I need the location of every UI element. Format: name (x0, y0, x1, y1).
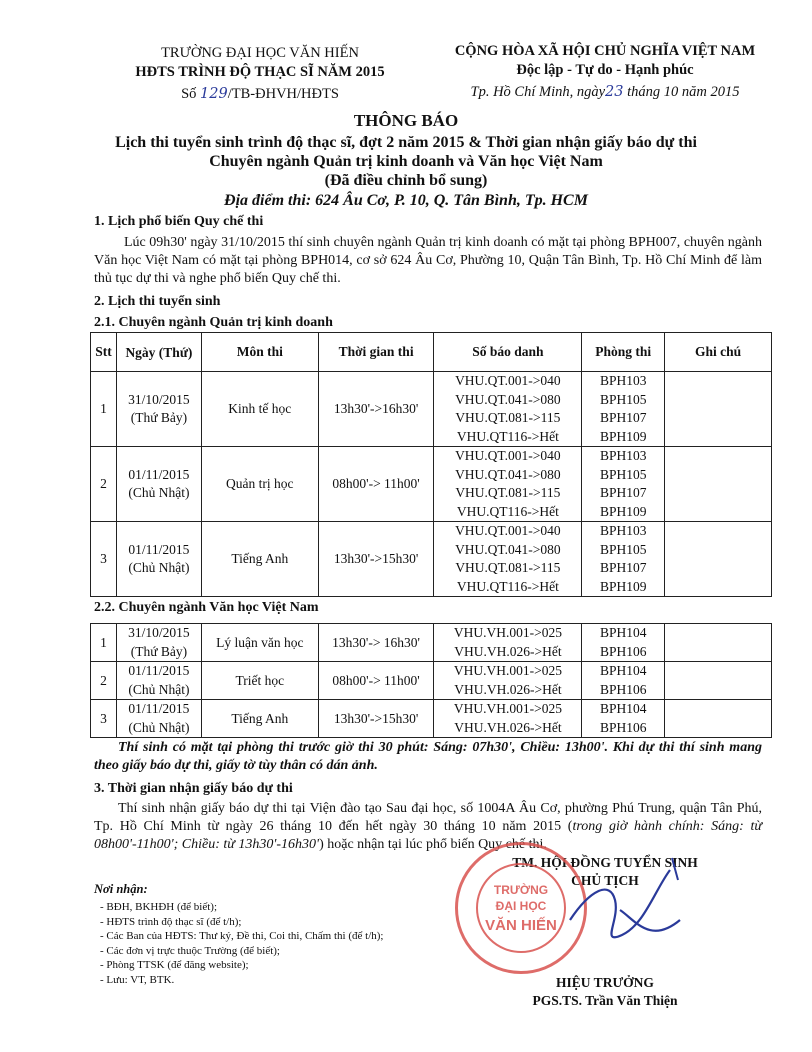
section2-2-heading: 2.2. Chuyên ngành Văn học Việt Nam (94, 600, 319, 615)
col-note: Ghi chú (665, 333, 772, 372)
recipients-block (94, 882, 434, 987)
signer-role: HIỆU TRƯỞNG (556, 975, 654, 990)
list-item: - Các đơn vị trực thuộc Trường (để biết); (100, 944, 280, 957)
attendance-note: Thí sinh có mặt tại phòng thi trước giờ thi 30 phút: Sáng: 07h30', Chiều: 13h00'. Khi dự thi thí sinh mang theo giấy báo dự thi, giấy tờ tùy thân có dán ảnh. (94, 740, 762, 773)
table-row: 1 31/10/2015 (Thứ Bảy) Lý luận văn học 13h30'-> 16h30' VHU.VH.001->025 VHU.VH.026->Hết BPH104 BPH106 (91, 624, 772, 662)
col-room: Phòng thi (582, 333, 665, 372)
list-item: - BĐH, BKHĐH (để biết); (100, 901, 218, 913)
notice-subtitle-1: Lịch thi tuyển sinh trình độ thạc sĩ, đợt 2 năm 2015 & Thời gian nhận giấy báo dự thi (115, 134, 697, 151)
exam-table-literature (90, 623, 772, 738)
col-ids: Số báo danh (434, 333, 582, 372)
country-name: CỘNG HÒA XÃ HỘI CHỦ NGHĨA VIỆT NAM (454, 43, 756, 59)
signature-line-1: TM. HỘI ĐỒNG TUYỂN SINH (512, 855, 698, 870)
col-subject: Môn thi (201, 333, 318, 372)
section2-heading: 2. Lịch thi tuyển sinh (94, 294, 221, 309)
recipients-heading: Nơi nhận: (94, 882, 148, 896)
handwritten-number: 129 (200, 86, 228, 102)
header-right (420, 42, 790, 102)
table-row: 3 01/11/2015 (Chủ Nhật) Tiếng Anh 13h30'->15h30' VHU.QT.001->040 VHU.QT.041->080 VHU.QT.081->115 VHU.QT116->Hết BPH103 BPH105 BPH107 BPH109 (91, 522, 772, 597)
section1-heading: 1. Lịch phổ biến Quy chế thi (94, 214, 264, 229)
list-item: - Phòng TTSK (để đăng website); (100, 959, 249, 971)
document-date: Tp. Hồ Chí Minh, ngày23 tháng 10 năm 2015 (470, 84, 740, 100)
signer-block (480, 974, 730, 1010)
recipients-list (94, 900, 434, 987)
table-row: 2 01/11/2015 (Chủ Nhật) Triết học 08h00'-> 11h00' VHU.VH.001->025 VHU.VH.026->Hết BPH104 BPH106 (91, 662, 772, 700)
document-number: Số 129/TB-ĐHVH/HĐTS (181, 86, 339, 102)
school-name: TRƯỜNG ĐẠI HỌC VĂN HIẾN (161, 45, 359, 61)
table-row: 3 01/11/2015 (Chủ Nhật) Tiếng Anh 13h30'->15h30' VHU.VH.001->025 VHU.VH.026->Hết BPH104 BPH106 (91, 700, 772, 738)
handwritten-day: 23 (605, 84, 624, 100)
col-time: Thời gian thi (318, 333, 434, 372)
signer-name: PGS.TS. Trần Văn Thiện (532, 993, 678, 1008)
table-header-row (91, 333, 772, 372)
col-stt: Stt (91, 333, 117, 372)
exam-table-business (90, 332, 772, 597)
notice-title: THÔNG BÁO (353, 111, 459, 130)
table-row: 2 01/11/2015 (Chủ Nhật) Quản trị học 08h00'-> 11h00' VHU.QT.001->040 VHU.QT.041->080 VHU.QT.081->115 VHU.QT116->Hết BPH103 BPH105 BPH107 BPH109 (91, 447, 772, 522)
handwritten-signature (560, 850, 690, 970)
notice-subtitle-2: Chuyên ngành Quản trị kinh doanh và Văn học Việt Nam (209, 153, 603, 170)
section1-text: Lúc 09h30' ngày 31/10/2015 thí sinh chuyên ngành Quản trị kinh doanh có mặt tại phòng BPH007, chuyên ngành Văn học Việt Nam có mặt tại phòng BPH014, cơ sở 624 Âu Cơ, Phường 10, Quận Tân Bình, Tp. Hồ Chí Minh để làm thủ tục dự thi và nghe phổ biến Quy chế thi. (94, 235, 762, 286)
section2-1-heading: 2.1. Chuyên ngành Quản trị kinh doanh (94, 315, 333, 330)
header-left (110, 44, 410, 104)
col-date: Ngày (Thứ) (116, 333, 201, 372)
exam-location: Địa điểm thi: 624 Âu Cơ, P. 10, Q. Tân Bình, Tp. HCM (224, 192, 588, 209)
section3-heading: 3. Thời gian nhận giấy báo dự thi (94, 781, 293, 796)
notice-subtitle-3: (Đã điều chỉnh bổ sung) (324, 172, 488, 189)
list-item: - HĐTS trình độ thạc sĩ (để t/h); (100, 915, 242, 928)
signature-line-2: CHỦ TỊCH (571, 873, 639, 888)
board-name: HĐTS TRÌNH ĐỘ THẠC SĨ NĂM 2015 (135, 64, 385, 80)
section3-text: Thí sinh nhận giấy báo dự thi tại Viện đào tạo Sau đại học, số 1004A Âu Cơ, phường Phú Trung, quận Tân Phú, Tp. Hồ Chí Minh từ ngày 26 tháng 10 đến hết ngày 30 tháng 10 năm 2015 (trong giờ hành chính: Sáng: từ 08h00'-11h00'; Chiều: từ 13h30'-16h30') hoặc nhận tại lúc phổ biến Quy chế thi. (94, 801, 762, 852)
list-item: - Các Ban của HĐTS: Thư ký, Đề thi, Coi thi, Chấm thi (để t/h); (100, 930, 384, 942)
table-row: 1 31/10/2015 (Thứ Bảy) Kinh tế học 13h30'->16h30' VHU.QT.001->040 VHU.QT.041->080 VHU.QT.081->115 VHU.QT116->Hết BPH103 BPH105 BPH107 BPH109 (91, 372, 772, 447)
school-seal: TRƯỜNG ĐẠI HỌC VĂN HIẾN (455, 842, 587, 974)
motto: Độc lập - Tự do - Hạnh phúc (516, 62, 694, 78)
list-item: - Lưu: VT, BTK. (100, 973, 175, 986)
